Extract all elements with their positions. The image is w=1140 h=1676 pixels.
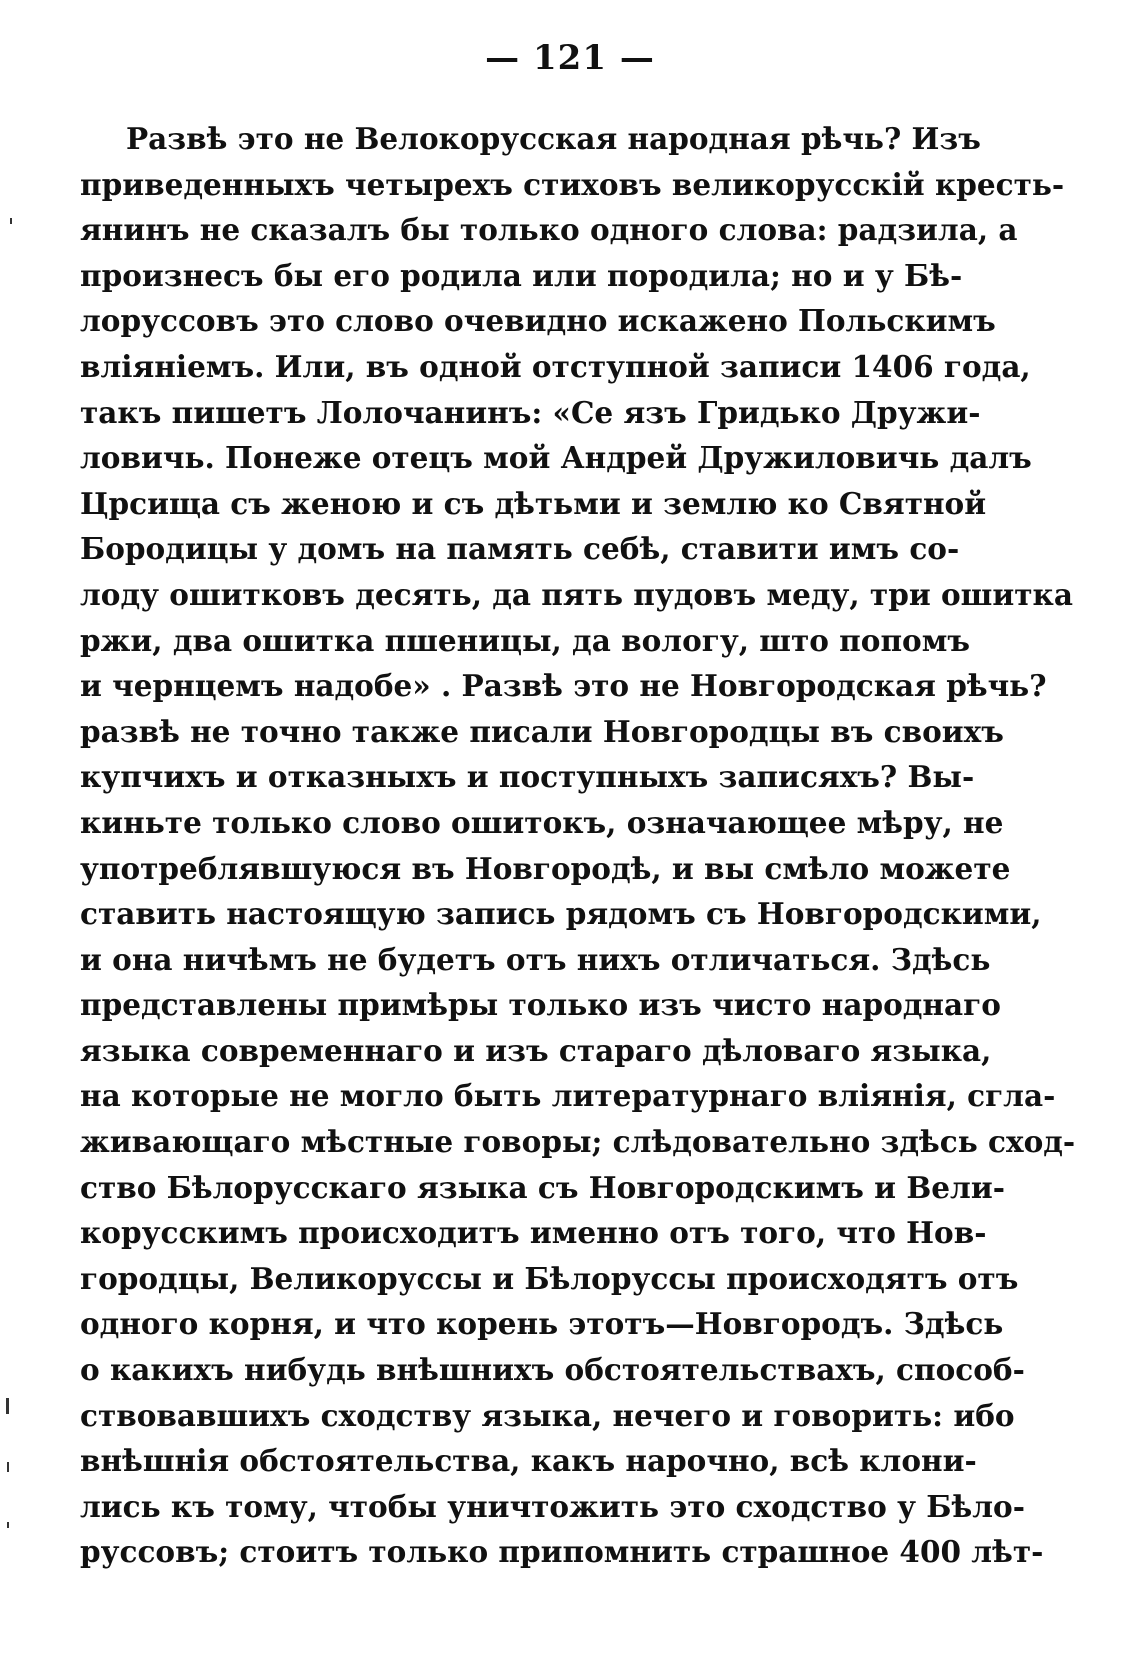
text-line: на которые не могло быть литературнаго вліянія, сгла- [80, 1078, 1056, 1114]
text-line: развѣ не точно также писали Новгородцы въ своихъ [80, 713, 1004, 749]
text-line: купчихъ и отказныхъ и поступныхъ записяхъ? Вы- [80, 759, 975, 795]
text-line: вліяніемъ. Или, въ одной отступной записи 1406 года, [80, 348, 1031, 384]
text-line: янинъ не сказалъ бы только одного слова: радзила, а [80, 212, 1018, 248]
body-text [80, 116, 1076, 1575]
text-line: ставить настоящую запись рядомъ съ Новгородскими, [80, 896, 1042, 932]
text-line: ство Бѣлорусскаго языка съ Новгородскимъ и Вели- [80, 1169, 1005, 1205]
text-line: такъ пишетъ Лолочанинъ: «Се язъ Гридько Дружи- [80, 394, 981, 430]
text-line: киньте только слово ошитокъ, означающее мѣру, не [80, 804, 1004, 840]
text-line: лоду ошитковъ десять, да пять пудовъ меду, три ошитка [80, 576, 1073, 612]
text-line: ловичь. Понеже отецъ мой Андрей Дружиловичь далъ [80, 440, 1032, 476]
text-line: корусскимъ происходитъ именно отъ того, что Нов- [80, 1215, 987, 1251]
margin-mark [10, 218, 12, 224]
text-line: ствовавшихъ сходству языка, нечего и говорить: ибо [80, 1397, 1015, 1433]
text-line: внѣшнія обстоятельства, какъ нарочно, всѣ клони- [80, 1443, 977, 1479]
margin-mark [6, 1398, 9, 1414]
text-line: представлены примѣры только изъ чисто народнаго [80, 987, 1001, 1023]
text-line: Бородицы у домъ на память себѣ, ставити имъ со- [80, 531, 960, 567]
text-line: приведенныхъ четырехъ стиховъ великорусскій кресть- [80, 166, 1065, 202]
margin-mark [7, 1462, 9, 1472]
page-number: — 121 — [485, 38, 655, 78]
text-line: лоруссовъ это слово очевидно искажено Польскимъ [80, 303, 996, 339]
text-line: ржи, два ошитка пшеницы, да вологу, што попомъ [80, 622, 970, 658]
text-line: употреблявшуюся въ Новгородѣ, и вы смѣло можете [80, 850, 1011, 886]
text-line: лись къ тому, чтобы уничтожить это сходство у Бѣло- [80, 1488, 1025, 1524]
text-line: Црсища съ женою и съ дѣтьми и землю ко Святной [80, 485, 987, 521]
text-line: и она ничѣмъ не будетъ отъ нихъ отличаться. Здѣсь [80, 941, 991, 977]
text-line: и чернцемъ надобе» . Развѣ это не Новгородская рѣчь? [80, 668, 1047, 704]
text-line: о какихъ нибудь внѣшнихъ обстоятельствахъ, способ- [80, 1352, 1025, 1388]
text-line: произнесъ бы его родила или породила; но и у Бѣ- [80, 257, 963, 293]
text-line: Развѣ это не Велокорусская народная рѣчь? Изъ [126, 121, 981, 156]
text-line: руссовъ; стоитъ только припомнить страшное 400 лѣт- [80, 1534, 1044, 1570]
margin-mark [7, 1522, 9, 1528]
text-line: языка современнаго и изъ стараго дѣловаго языка, [80, 1032, 992, 1068]
text-line: живающаго мѣстные говоры; слѣдовательно здѣсь сход- [80, 1124, 1076, 1160]
text-line: городцы, Великоруссы и Бѣлоруссы происходятъ отъ [80, 1260, 1019, 1296]
text-line: одного корня, и что корень этотъ—Новгородъ. Здѣсь [80, 1306, 1004, 1342]
